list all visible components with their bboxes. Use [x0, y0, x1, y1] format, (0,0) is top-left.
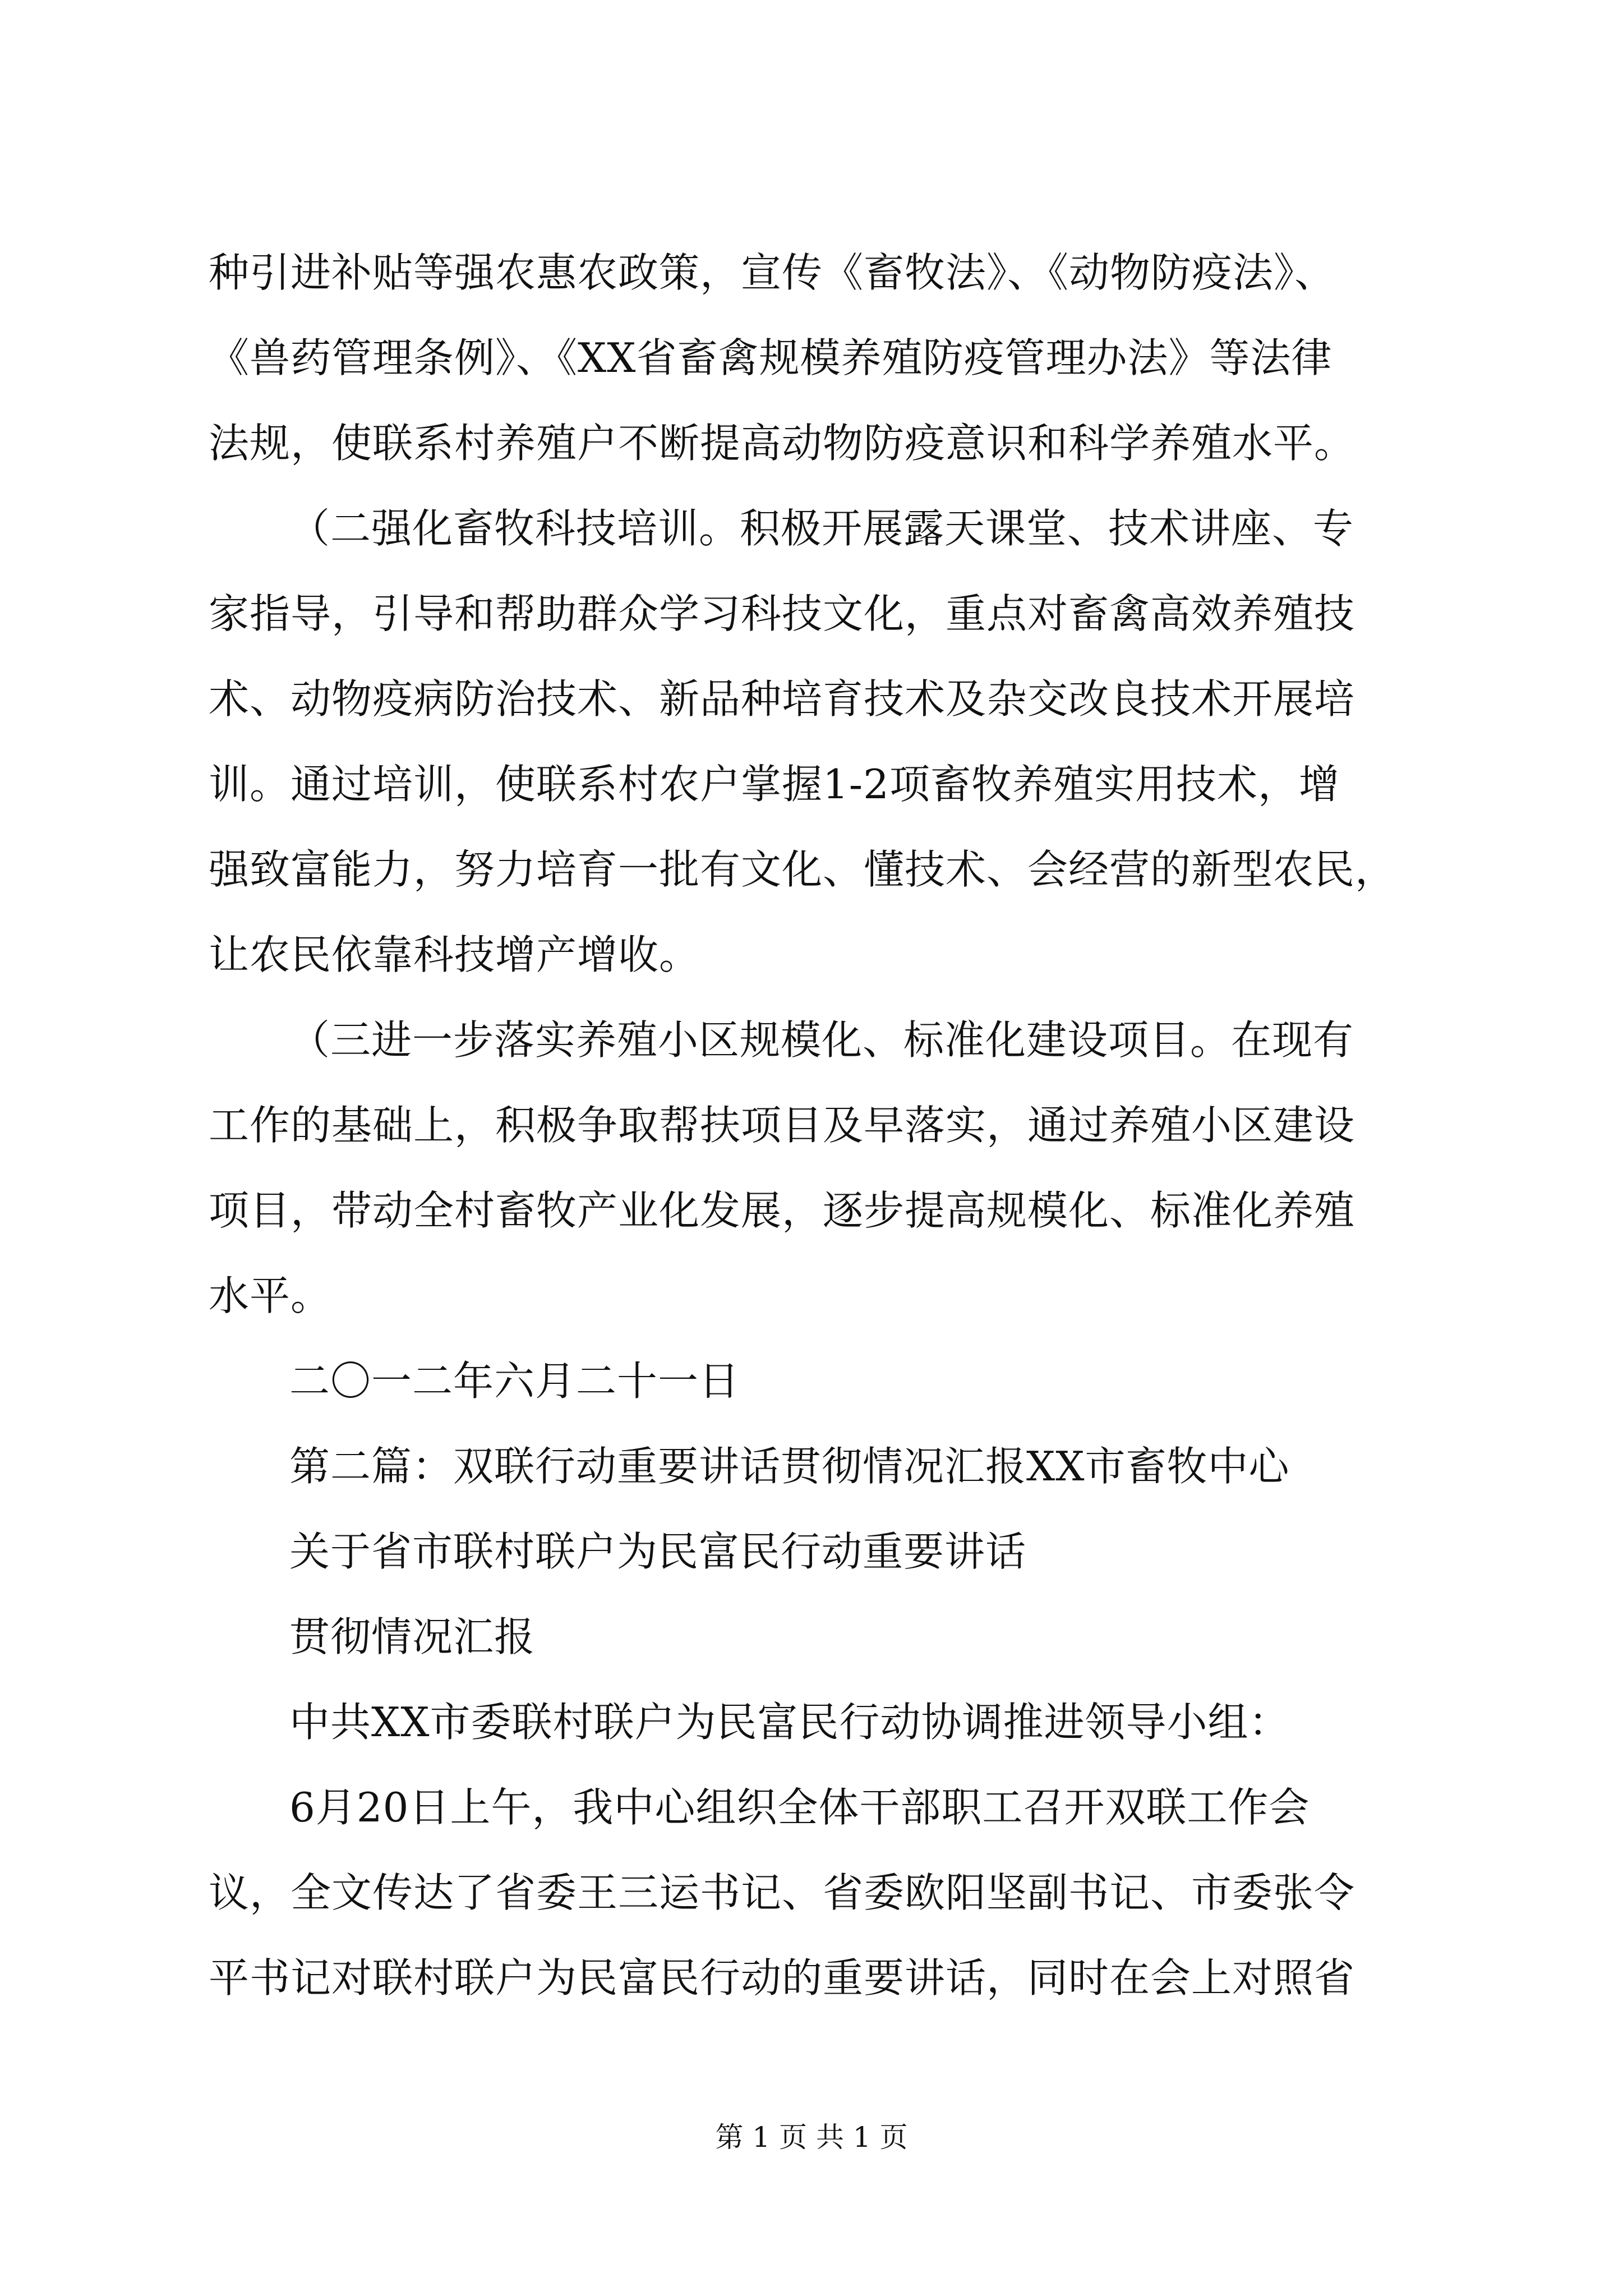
- text-line-8: 强致富能力，努力培育一批有文化、懂技术、会经营的新型农民，: [209, 846, 1396, 893]
- text-line-21: 平书记对联村联户为民富民行动的重要讲话，同时在会上对照省: [209, 1954, 1355, 2001]
- recipient-line: 中共XX市委联村联户为民富民行动协调推进领导小组：: [289, 1699, 1290, 1746]
- text-line-2: 《兽药管理条例》、《XX省畜禽规模养殖防疫管理办法》等法律: [209, 334, 1332, 381]
- text-line-3: 法规，使联系村养殖户不断提高动物防疫意识和科学养殖水平。: [209, 420, 1355, 467]
- document-body: [209, 230, 1420, 2021]
- text-line-5: 家指导，引导和帮助群众学习科技文化，重点对畜禽高效养殖技: [209, 590, 1355, 637]
- text-line-19: 6月20日上午，我中心组织全体干部职工召开双联工作会: [289, 1784, 1310, 1831]
- text-line-9: 让农民依靠科技增产增收。: [209, 931, 700, 978]
- page-footer: [0, 2120, 1623, 2154]
- date-line: 二〇一二年六月二十一日: [289, 1358, 740, 1405]
- text-line-1: 种引进补贴等强农惠农政策，宣传《畜牧法》、《动物防疫法》、: [209, 249, 1336, 296]
- report-title-line-2: 贯彻情况汇报: [289, 1613, 536, 1660]
- section-title: 第二篇：双联行动重要讲话贯彻情况汇报XX市畜牧中心: [289, 1443, 1290, 1490]
- report-title-line-1: 关于省市联村联户为民富民行动重要讲话: [289, 1528, 1027, 1575]
- text-line-11: 工作的基础上，积极争取帮扶项目及早落实，通过养殖小区建设: [209, 1102, 1355, 1149]
- text-line-4: （二强化畜牧科技培训。积极开展露天课堂、技术讲座、专: [289, 505, 1354, 552]
- text-line-12: 项目，带动全村畜牧产业化发展，逐步提高规模化、标准化养殖: [209, 1187, 1355, 1234]
- text-line-10: （三进一步落实养殖小区规模化、标准化建设项目。在现有: [289, 1016, 1354, 1064]
- text-line-6: 术、动物疫病防治技术、新品种培育技术及杂交改良技术开展培: [209, 675, 1355, 723]
- text-line-7: 训。通过培训，使联系村农户掌握1-2项畜牧养殖实用技术，增: [209, 761, 1340, 808]
- page-number-label: 第 1 页 共 1 页: [715, 2121, 908, 2154]
- text-line-20: 议，全文传达了省委王三运书记、省委欧阳坚副书记、市委张令: [209, 1869, 1355, 1916]
- text-line-13: 水平。: [209, 1272, 332, 1319]
